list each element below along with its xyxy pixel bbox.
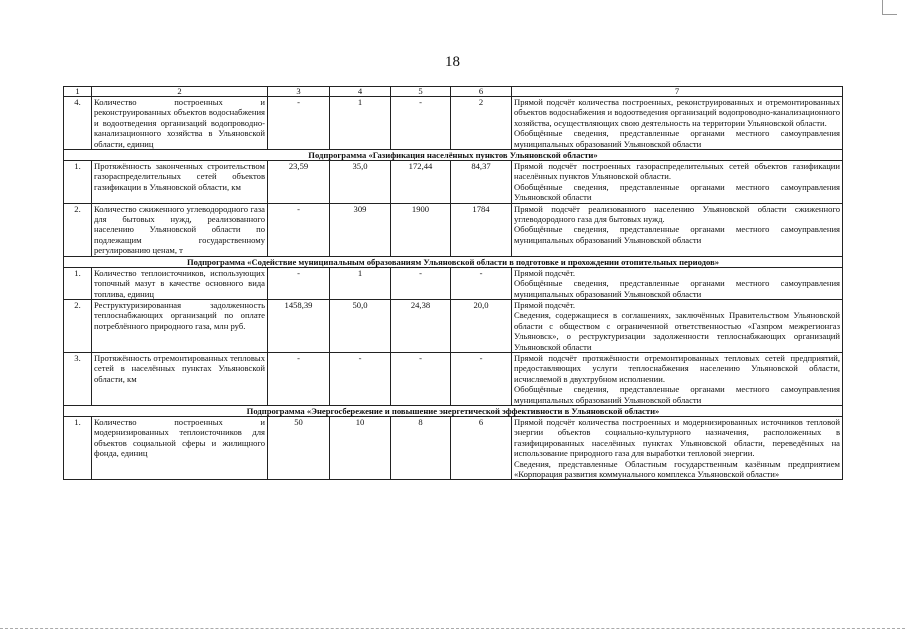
page-corner-mark	[882, 0, 897, 15]
method-paragraph: Прямой подсчёт количества построенных и модернизированных источников тепловой энергии объектов социально-культурного назначения, расположенных в газифицированных населённых пунктах Ульяновской области, переведённых на использование природного газа для выработки тепловой энергии.	[514, 416, 840, 459]
indicator-value: 24,38	[391, 299, 451, 352]
table-row	[64, 352, 843, 405]
column-number: 6	[451, 87, 512, 97]
indicator-value: -	[451, 352, 512, 405]
row-number: 1.	[64, 161, 92, 204]
calculation-method	[512, 97, 843, 150]
indicator-value: 84,37	[451, 161, 512, 204]
row-number: 2.	[64, 203, 92, 256]
method-paragraph: Обобщённые сведения, представленные органами местного самоуправления муниципальных образований Ульяновской области	[514, 224, 840, 245]
column-number: 2	[92, 87, 268, 97]
indicator-value: -	[391, 97, 451, 150]
method-paragraph: Прямой подсчёт.	[514, 299, 575, 310]
page-number: 18	[445, 54, 460, 70]
indicator-value: 50	[268, 416, 330, 479]
indicator-name: Количество построенных и модернизированных теплоисточников для объектов социальной сферы и жилищного фонда, единиц	[92, 416, 268, 479]
subprogram-row	[64, 405, 843, 416]
table-row	[64, 416, 843, 479]
indicator-name: Протяжённость законченных строительством газораспределительных сетей объектов газификации в Ульяновской области, км	[92, 161, 268, 204]
indicator-value: -	[268, 97, 330, 150]
column-number: 4	[330, 87, 391, 97]
indicator-value: 1	[330, 267, 391, 299]
table-row	[64, 161, 843, 204]
indicator-value: 309	[330, 203, 391, 256]
indicator-value: -	[268, 203, 330, 256]
method-paragraph: Обобщённые сведения, представленные органами местного самоуправления муниципальных образований Ульяновской области	[514, 128, 840, 149]
scan-bottom-edge	[0, 628, 905, 629]
subprogram-title: Подпрограмма «Газификация населённых пунктов Ульяновской области»	[64, 150, 843, 161]
calculation-method	[512, 416, 843, 479]
method-paragraph: Прямой подсчёт реализованного населению Ульяновской области сжиженного углеводородного газа для бытовых нужд.	[514, 203, 840, 225]
row-number: 4.	[64, 97, 92, 150]
column-number: 5	[391, 87, 451, 97]
indicator-value: 10	[330, 416, 391, 479]
column-numbers-row	[64, 87, 843, 97]
column-number: 7	[512, 87, 843, 97]
indicator-value: 2	[451, 97, 512, 150]
indicator-value: 23,59	[268, 161, 330, 204]
table-row	[64, 267, 843, 299]
indicator-value: -	[391, 267, 451, 299]
calculation-method	[512, 161, 843, 204]
method-paragraph: Сведения, содержащиеся в соглашениях, заключённых Правительством Ульяновской области с обществом с ограниченной ответственностью «Газпром межрегионгаз Ульяновск», о реструктуризации задолженности теплоснабжающих организаций Ульяновской области	[514, 310, 840, 352]
row-number: 3.	[64, 352, 92, 405]
indicator-value: -	[268, 267, 330, 299]
table-row	[64, 203, 843, 256]
indicator-value: 20,0	[451, 299, 512, 352]
indicator-value: -	[451, 267, 512, 299]
method-paragraph: Прямой подсчёт.	[514, 267, 575, 278]
indicator-value: 1900	[391, 203, 451, 256]
table-body	[64, 87, 843, 480]
calculation-method	[512, 352, 843, 405]
subprogram-title: Подпрограмма «Содействие муниципальным образованиям Ульяновской области в подготовке и прохождении отопительных периодов»	[64, 256, 843, 267]
row-number: 1.	[64, 416, 92, 479]
indicator-value: 8	[391, 416, 451, 479]
indicator-value: 1	[330, 97, 391, 150]
indicator-value: 50,0	[330, 299, 391, 352]
method-paragraph: Обобщённые сведения, представленные органами местного самоуправления муниципальных образований Ульяновской области	[514, 384, 840, 405]
subprogram-title: Подпрограмма «Энергосбережение и повышение энергетической эффективности в Ульяновской области»	[64, 405, 843, 416]
method-paragraph: Прямой подсчёт протяжённости отремонтированных тепловых сетей предприятий, предоставляющих услуги теплоснабжения населению Ульяновской области, исчисляемой в двухтрубном исполнении.	[514, 352, 840, 384]
calculation-method	[512, 203, 843, 256]
column-number: 1	[64, 87, 92, 97]
indicator-value: 6	[451, 416, 512, 479]
calculation-method	[512, 267, 843, 299]
row-number: 1.	[64, 267, 92, 299]
method-paragraph: Обобщённые сведения, представленные органами местного самоуправления Ульяновской области	[514, 181, 840, 203]
indicator-value: -	[330, 352, 391, 405]
method-paragraph: Сведения, представленные Областным государственным казённым предприятием «Корпорация развития коммунального комплекса Ульяновской области»	[514, 458, 840, 479]
subprogram-row	[64, 256, 843, 267]
indicator-value: 35,0	[330, 161, 391, 204]
method-paragraph: Прямой подсчёт количества построенных, реконструированных и отремонтированных объектов водоснабжения и водоотведения организаций водопроводно-канализационного хозяйства, осуществляющих свою деятельность на территории Ульяновской области.	[514, 97, 840, 128]
indicators-table	[63, 86, 843, 480]
column-number: 3	[268, 87, 330, 97]
table-row	[64, 299, 843, 352]
calculation-method	[512, 299, 843, 352]
table-row	[64, 97, 843, 150]
indicator-value: 1784	[451, 203, 512, 256]
indicator-name: Количество теплоисточников, использующих топочный мазут в качестве основного вида топлива, единиц	[92, 267, 268, 299]
indicator-value: -	[268, 352, 330, 405]
indicator-value: 1458,39	[268, 299, 330, 352]
row-number: 2.	[64, 299, 92, 352]
method-paragraph: Прямой подсчёт построенных газораспределительных сетей объектов газификации населённых пунктов Ульяновской области.	[514, 161, 840, 182]
indicator-value: -	[391, 352, 451, 405]
indicator-name: Протяжённость отремонтированных тепловых сетей в населённых пунктах Ульяновской области, км	[92, 352, 268, 405]
subprogram-row	[64, 150, 843, 161]
indicator-name: Количество построенных и реконструированных объектов водоснабжения и водоотведения организаций водопроводно-канализационного хозяйства в Ульяновской области, единиц	[92, 97, 268, 150]
method-paragraph: Обобщённые сведения, представленные органами местного самоуправления муниципальных образований Ульяновской области	[514, 278, 840, 299]
indicator-name: Реструктуризированная задолженность теплоснабжающих организаций по оплате потреблённого природного газа, млн руб.	[92, 299, 268, 352]
indicator-value: 172,44	[391, 161, 451, 204]
indicator-name: Количество сжиженного углеводородного газа для бытовых нужд, реализованного населению Ульяновской области по подлежащим государственному регулированию ценам, т	[92, 203, 268, 256]
